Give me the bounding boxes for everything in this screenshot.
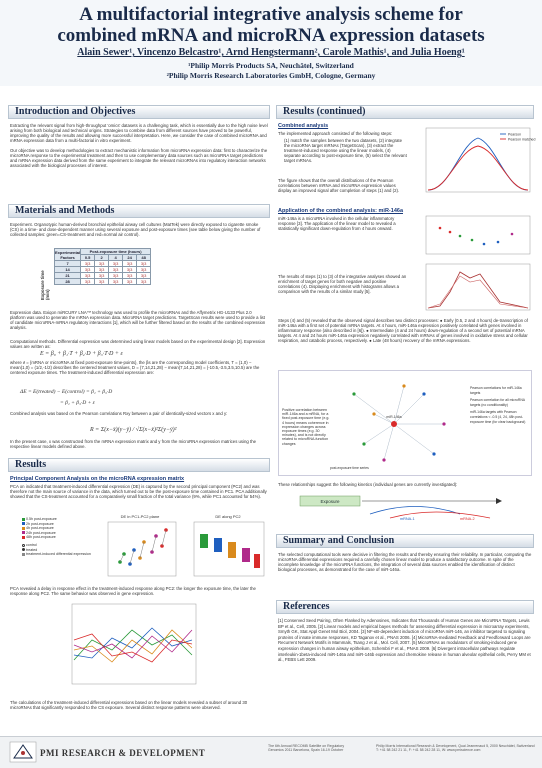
summary-header: Summary and Conclusion (276, 534, 534, 548)
table-cell: 3|3 (95, 273, 109, 279)
table-cell: 3|3 (137, 273, 151, 279)
references-header: References (276, 600, 534, 614)
pca-paragraph-3: The calculations of the treatment-induced differential expressions based on the linear models revealed a subset of around 30 microRNAs that significantly responded to the CS exposure. Several distinct response patterns were observed. (10, 700, 248, 710)
methods-paragraph-1: Experiment. Organotypic human-derived bronchial epithelial airway cell cultures (MatTek) were directly exposed to cigarette smoke (CS) in a time- and dose-dependent manner using several exposure and post-exposure times (see table below giving the number of collected samples: green=CS-treatment and red=normal air control). (10, 222, 261, 237)
conference-note: The 6th Annual RECOMB Satellite on Regulatory Genomics 2011 Barcelona, Spain 16-19 October (268, 744, 345, 753)
legend-swatch (22, 536, 25, 539)
network-edge (364, 424, 394, 444)
network-node (352, 392, 355, 395)
network-node (442, 422, 445, 425)
methods-paragraph-5: Combined analysis was based on the Pearson correlations Rxy between a pair of identically-sized vectors x and y: (10, 411, 228, 416)
data-point (449, 231, 452, 234)
network-edges (354, 386, 444, 460)
pca-scatter-plot (100, 512, 180, 582)
pmi-logo-icon (10, 742, 36, 762)
network-node (382, 458, 385, 461)
title-line-1: A multifactorial integrative analysis scheme for (79, 4, 463, 25)
legend-label: Pearson matched (508, 137, 536, 142)
data-point (459, 235, 462, 238)
application-paragraph-3: Steps (4) and (5) revealed that the observed signal describes two distinct processes: ● Early (0.5, 2 and 4 hours) de-transcription of miR-146a with a first set of potential mRNA targets. At 4 hours, miR-146a expression positively correlated with genes involved in inflammatory response (also described in [6]). ● Intermediate (4 and 24 hours) down-regulation of a second set of potential mRNA targets. At 4 and 24 hours miR-146a expression negatively correlated with mRNAs of genes involved in oxidative stress and cellular respiration, and catabolic process, respectively. ● Late (48 hours) recovery of the mRNA expressions. (278, 318, 528, 343)
table-cell: 3|3 (123, 273, 137, 279)
pca-bar-title: DE along PC2 (215, 514, 241, 519)
plot-frame (426, 216, 530, 254)
table-cell: 3|3 (81, 267, 95, 273)
table-cell: 3|3 (95, 261, 109, 267)
application-paragraph-4: These relationships suggest the following kinetics (individual genes are currently investigated): (278, 482, 458, 487)
network-node (391, 421, 397, 427)
data-point (497, 241, 500, 244)
authors: Alain Sewer¹, Vincenzo Belcastro¹, Arnd Hengstermann², Carole Mathis¹, and Julia Hoeng¹ (77, 47, 465, 58)
legend-item: treated (22, 548, 92, 553)
network-edge (354, 394, 394, 424)
table-cell: 3|3 (81, 261, 95, 267)
results-header: Results (8, 458, 270, 472)
enrichment-histograms (420, 262, 532, 312)
table-cell: 3|3 (95, 279, 109, 285)
pca-paragraph-2: PCA revealed a delay in response effect in the treatment-induced response along PC2: the longer the exposure time, the later the response along PC2. The same behavior was observed in gene expression. (10, 586, 256, 596)
equation-expression-model (40, 346, 240, 358)
network-node (422, 392, 425, 395)
data-point (483, 243, 486, 246)
table-row-3: 28 (55, 279, 81, 285)
table-col-header: Post-exposure time (hours) (81, 249, 151, 255)
kinetics-diagram (300, 492, 510, 522)
methods-header: Materials and Methods (8, 204, 270, 218)
pca-paragraph-1: PCA on indicated that treatment-induced differential expression (DE) is captured by the second principal component (PC2) and was therefore not the main source of variance in the data, which turned out to be the post-exposure time contained in PC1. PCA additionally showed that the CS-treatment accounted for a comparatively small fraction of the total variance (9%, while PC1 accounted for 54%). (10, 484, 267, 499)
application-subheading: Application of the combined analysis: miR-146a (278, 208, 403, 214)
table-cell: 3|3 (109, 267, 123, 273)
table-cell: 3|3 (123, 261, 137, 267)
table-row-header: Exposure time (min) (40, 270, 50, 300)
legend-swatch (22, 522, 25, 525)
legend-item: 48h post-exposure (22, 535, 92, 540)
equation-text: E = β₀ + β₁·T + β₂·D + β₃·T·D + ε (40, 351, 123, 357)
legend-item: treatment-induced differential expression (22, 552, 92, 557)
logo-dot (21, 751, 25, 755)
methods-paragraph-3: Computational methods. Differential expression was determined using linear models based on the experimental design [2]. Expression values are written as: (10, 339, 266, 349)
table-cell: 3|3 (81, 279, 95, 285)
response-patterns-plot (62, 600, 202, 690)
legend-swatch (22, 518, 25, 521)
equation-differential-expression (20, 384, 260, 408)
network-edge (394, 424, 434, 454)
affiliation-1: ¹Philip Morris Products SA, Neuchâtel, Switzerland (188, 61, 354, 70)
table-cell: 3|3 (95, 267, 109, 273)
pca-subheading: Principal Component Analysis on the microRNA expression matrix (10, 476, 185, 482)
network-legend (470, 386, 530, 466)
legend-item: control (22, 543, 92, 548)
pca-plot-title: DE in PC1-PC2 plane (120, 514, 160, 519)
network-edge (394, 394, 424, 424)
experimental-design-table (54, 248, 151, 285)
table-cell: 3|3 (109, 279, 123, 285)
box (214, 538, 222, 552)
box (254, 554, 260, 568)
summary-paragraph: The selected computational tools were decisive in filtering the results and thereby ensuring their reliability. In particular, computing the microRNA differential expressions required a carefully chosen linear model to produce a satisfactory outcome. In spite of the incomplete knowledge of the microRNA functions, the integration of several data sources enabled the identification of distinct biological processes, as demonstrated for the case of miR-146a. (278, 552, 532, 572)
legend-swatch (22, 527, 25, 530)
box (242, 548, 250, 562)
equation-text: = β₁ + β₃·D + ε (60, 400, 95, 406)
legend-item: 4h post-exposure (22, 526, 92, 531)
pca-legend (22, 517, 92, 557)
poster-title (0, 4, 542, 46)
table-row-2: 21 (55, 273, 81, 279)
table-cell: 3|3 (109, 261, 123, 267)
mir146a-expression-plot (420, 214, 532, 256)
application-paragraph-2: The results of steps (1) to (3) of the integrative analyses showed an enrichment of target genes for both negative and positive correlations (4). Displaying enrichment with histograms allows a comparison with the results of a similar study [5]. (278, 274, 407, 294)
equation-text: R = Σ(x−x̄)(y−ȳ) / √Σ(x−x̄)²Σ(y−ȳ)² (90, 427, 177, 433)
table-row-0: 7 (55, 261, 81, 267)
affiliation-2: ²Philip Morris Research Laboratories GmbH, Cologne, Germany (166, 71, 376, 80)
combined-steps: (1) match the samples between the two datasets, (2) integrate the microRNA target mRNAs (TargetScan), (3) extract the treatment-induced response using the linear models, (4) separate according to post-exposure time, (5) select the relevant target mRNAs. (284, 138, 407, 163)
organization-name: PMI RESEARCH & DEVELOPMENT (40, 748, 206, 758)
network-edge (384, 424, 394, 460)
table-cell: 3|3 (81, 273, 95, 279)
combined-paragraph-2: The figure shows that the overall distributions of the Pearson correlations between mRNA and microRNA expression values display an improved signal after completion of steps (1) and (2). (278, 178, 400, 193)
references-list: [1] Conserved Seed Pairing, Often Flanked by Adenosines, Indicates that Thousands of Human Genes are MicroRNA Targets, Lewis BP et al., Cell, 2005. [2] Linear models and empirical bayes methods for assessing differential expression in microarray experiments, Smyth GK, Stat Appl Genet Mol Biol, 2004. [3] NF-κB-dependent induction of microRNA miR-146, an inhibitor targeted to signaling proteins of innate immune responses, KD Taganov et al., PNAS 2006. [4] MicroRNA-mediated Feedback and Feedforward Loops are Recurrent Network Motifs in Mammals, Tsang J et al., Mol. Cell, 2007. [5] MicroRNAs as modulators of smoking-induced gene expression changes in human airway epithelium, Schembri F et al., PNAS 2009. [6] Divergent intracellular pathways regulate interleukin-1beta-induced miR-146a and miR-146b expression and chemokine release in human alveolar epithelial cells, Perry MM et al., FEBS Lett 2009. (278, 618, 531, 663)
equation-text: ΔE = E(treated) − E(control) = β₁ + β₃·D (20, 389, 113, 395)
pearson-histogram (420, 124, 536, 200)
network-legend-item: miR-146a targets with Pearson correlations < -0.5 (4, 24, 48h post-exposure time (for clear background) (470, 410, 526, 424)
kinetics-label: mRNA-1 (400, 517, 415, 521)
table-cell: 3|3 (123, 267, 137, 273)
legend-swatch (22, 548, 25, 551)
legend-swatch (22, 531, 25, 534)
pca-boxplot (188, 512, 268, 582)
results-continued-header: Results (continued) (276, 105, 534, 119)
data-point (511, 233, 514, 236)
combined-paragraph-1: The implemented approach consisted of the following steps: (278, 131, 393, 136)
network-annotation-left: Positive correlation between miR-146a and a mRNA, for a fixed post-exposure time (e.g. 4 hours) means coherence in expression changes across exposure times (e.g. 30 minutes), and is not directly related to microRNA-function changes (282, 408, 330, 446)
intro-paragraph-2: Our objective was to develop methodologies to extract mechanistic information from microRNA expression data: first to characterize the microRNA response to the experimental treatment and then to use complementary data sources such as microRNA target predictions and mRNA expression data derived from the same experiment to integrate the relevant microRNAs into regulatory interaction networks associated with the biological processes of interest. (10, 148, 268, 168)
network-node (432, 452, 435, 455)
table-cell: 3|3 (109, 273, 123, 279)
data-point (439, 227, 442, 230)
contact-note: Philip Morris International Research & Development, Quai Jeanrenaud 5, 2000 Neuchâtel, Switzerland T: +41 58 242 21 11, F: +41 58 242 28 11, W: www.pmiscience.com (376, 744, 535, 753)
table-cell: 3|3 (123, 279, 137, 285)
timeline-arrowhead (496, 498, 502, 504)
equation-pearson (90, 421, 250, 437)
table-col-1: 2 (95, 255, 109, 261)
legend-swatch (22, 553, 25, 556)
table-row-1: 14 (55, 267, 81, 273)
legend-item: 2h post-exposure (22, 522, 92, 527)
kinetics-label: mRNA-2 (460, 517, 475, 521)
network-timeseries-label: post-exposure time series (330, 466, 369, 470)
exposure-label: Exposure (320, 499, 340, 504)
combined-subheading: Combined analysis (278, 123, 329, 129)
table-cell: 3|3 (137, 279, 151, 285)
box (200, 534, 208, 548)
network-node (372, 412, 375, 415)
intro-paragraph-1: Extracting the relevant signal from high-throughput 'omics' datasets is a challenging task, which is essentially due to the high noise level arising from both biological and technical origins. Strategies to combine data from different sources have proved to be powerful, improving the quality of the results and allowing more successful interpretation. Here, we consider the case of combined microRNA and mRNA expression data from a multi-factorial in vitro experiment. (10, 123, 268, 143)
table-corner: Experimental Factors (55, 249, 81, 260)
table-col-3: 24 (123, 255, 137, 261)
network-legend-item: Pearson correlations for miR-146a targets (470, 386, 522, 395)
title-line-2: combined mRNA and microRNA expression datasets (57, 25, 485, 46)
application-paragraph-1: miR-146a is a microRNA involved in the cellular inflammatory response [3]. The application of the linear model to revealed a statistically significant down-regulation from 4 hours onward. (278, 216, 396, 231)
table-col-2: 4 (109, 255, 123, 261)
legend-label: Pearson (508, 132, 522, 137)
network-node (362, 442, 365, 445)
table-col-0: 0.5 (81, 255, 95, 261)
network-nodes (352, 384, 445, 461)
network-node (402, 384, 405, 387)
legend-item: 24h post-exposure (22, 531, 92, 536)
table-cell: 3|3 (137, 267, 151, 273)
data-point (471, 239, 474, 242)
box (228, 542, 236, 558)
table-cell: 3|3 (137, 261, 151, 267)
network-legend-item: Pearson correlation for all microRNA targets (no conditionality) (470, 398, 525, 407)
methods-paragraph-2: Expression data. Exiqon miRCURY LNA™ technology was used to profile the microRNAs and the Affymetrix HG-U133 Plus 2.0 platform was used to generate the mRNA expression data. MicroRNA target predictions. TargetScan results were used to provide a list of candidate microRNA-mRNA regulatory interactions [1], which will be further filtered based on the results of the combined expression analysis. (10, 310, 266, 330)
legend-swatch (22, 544, 25, 547)
intro-header: Introduction and Objectives (8, 105, 270, 119)
table-col-4: 48 (137, 255, 151, 261)
network-graph (334, 374, 468, 472)
legend-item: 0.5h post-exposure (22, 517, 92, 522)
methods-paragraph-6: In the present case, x was constructed from the mRNA expression matrix and y from the microRNA expression matrices using the respective linear models defined above. (10, 439, 256, 449)
methods-paragraph-4: where ∂ = {mRNA or microRNA at fixed post-exposure time-points}, the βs are the corresponding model coefficients, T = (1,0) − mean(1,0) = (1/2,-1/2) describes the centered treatment values, D = (7,14,21,28) − mean(7,14,21,28) = (-10.5,-3.5,3.5,10.5) are the centered exposure times. The treatment-induced differential expression are: (10, 360, 260, 375)
network-center-label: miR-146a (386, 415, 402, 419)
